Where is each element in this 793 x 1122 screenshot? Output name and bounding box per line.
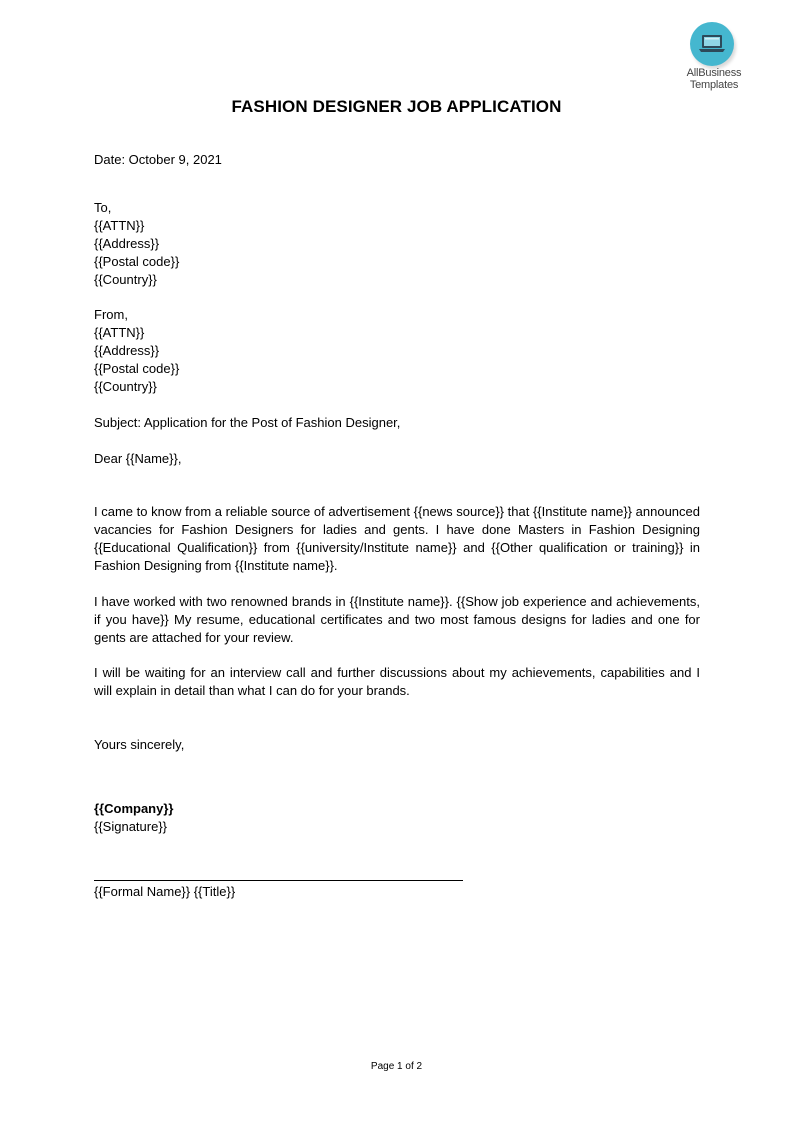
to-attn: {{ATTN}}: [94, 218, 145, 233]
date-line: Date: October 9, 2021: [94, 152, 222, 167]
body-paragraph-1: I came to know from a reliable source of advertisement {{news source}} that {{Institute name}} announced vacancies for Fashion Designers for ladies and gents. I have done Masters in Fashion Designing {{Educational Qualification}} from {{university/Institute name}} and {{Other qualification or training}} in Fashion Designing from {{Institute name}}.: [94, 504, 700, 573]
subject-line: Subject: Application for the Post of Fashion Designer,: [94, 415, 401, 430]
body-paragraph-3: I will be waiting for an interview call and further discussions about my achievements, capabilities and I will explain in detail than what I can do for your brands.: [94, 665, 700, 698]
body-paragraph-2: I have worked with two renowned brands in {{Institute name}}. {{Show job experience and achievements, if you have}} My resume, educational certificates and two most famous designs for ladies and one for gents are attached for your review.: [94, 594, 700, 645]
signature-line: [94, 880, 463, 881]
logo-text: [678, 67, 750, 91]
to-address: {{Address}}: [94, 236, 160, 251]
closing: Yours sincerely,: [94, 737, 185, 752]
sender-address-block: [94, 306, 179, 396]
formal-name-title: {{Formal Name}} {{Title}}: [94, 884, 236, 899]
logo-badge: [690, 22, 734, 66]
company-name: {{Company}}: [94, 801, 174, 816]
logo-line-2: Templates: [689, 79, 739, 91]
salutation: Dear {{Name}},: [94, 451, 182, 466]
document-title: FASHION DESIGNER JOB APPLICATION: [231, 97, 562, 116]
to-heading: To,: [94, 200, 112, 215]
from-country: {{Country}}: [94, 379, 157, 394]
from-postal-code: {{Postal code}}: [94, 361, 180, 376]
recipient-address-block: [94, 199, 179, 289]
to-country: {{Country}}: [94, 272, 157, 287]
to-postal-code: {{Postal code}}: [94, 254, 180, 269]
signature: {{Signature}}: [94, 819, 168, 834]
laptop-icon: [699, 34, 725, 54]
logo-line-1: AllBusiness: [686, 67, 742, 79]
logo: [678, 22, 750, 94]
from-heading: From,: [94, 307, 128, 322]
from-attn: {{ATTN}}: [94, 325, 145, 340]
from-address: {{Address}}: [94, 343, 160, 358]
page-number: Page 1 of 2: [370, 1061, 423, 1072]
